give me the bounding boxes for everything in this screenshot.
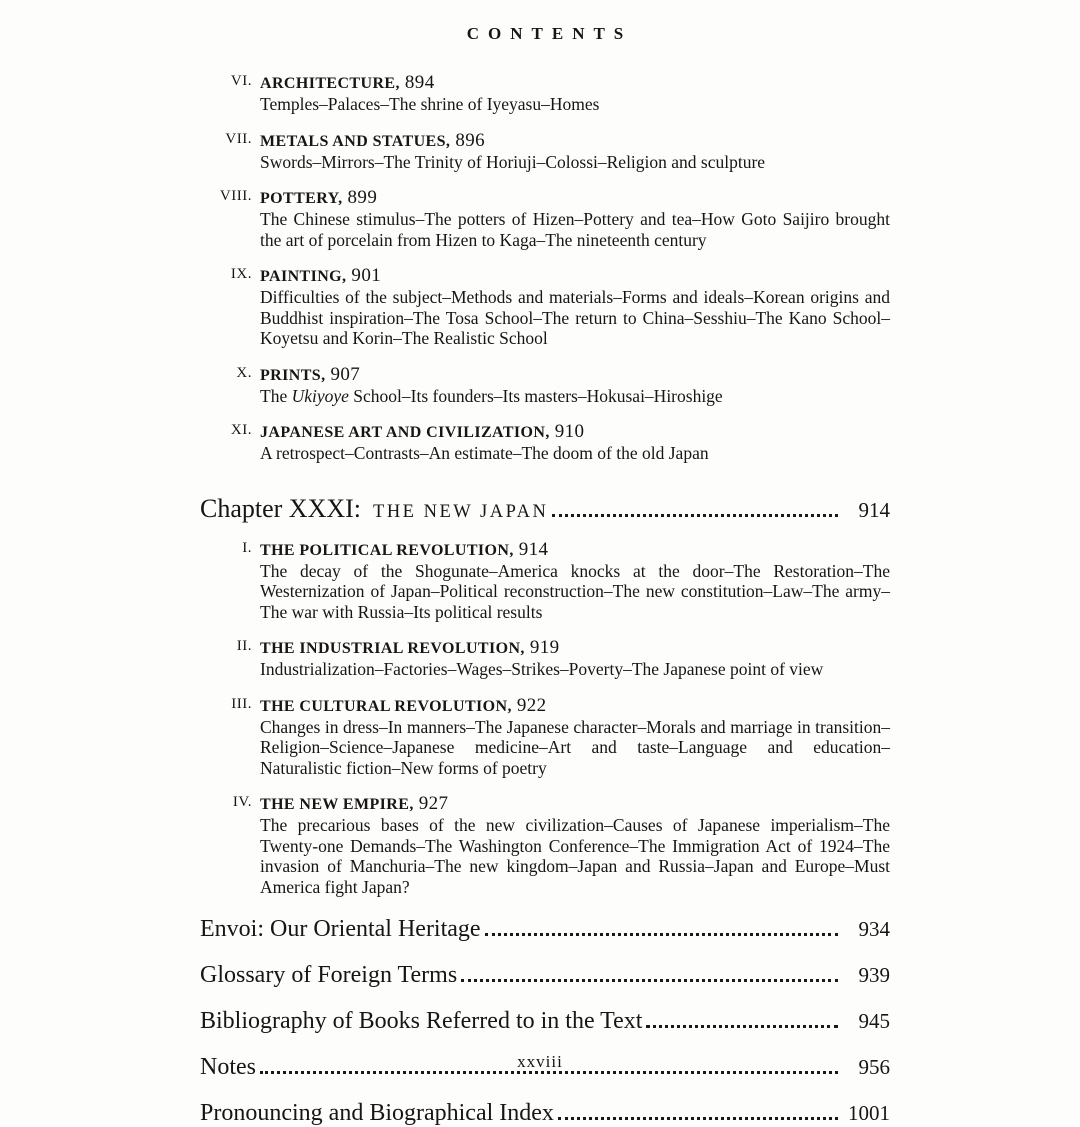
- entry-heading: [260, 187, 890, 209]
- back-matter-title: Bibliography of Books Referred to in the Text: [200, 1008, 643, 1034]
- entry-numeral: II.: [236, 638, 252, 654]
- back-matter-page-number: 945: [858, 1009, 890, 1033]
- toc-entry: [200, 421, 890, 464]
- dot-leader: [461, 979, 838, 982]
- entry-numeral: III.: [231, 695, 252, 712]
- chapter-title: THE NEW JAPAN: [373, 501, 549, 522]
- chapter-label: Chapter XXXI:: [200, 493, 362, 523]
- page-title: CONTENTS: [466, 24, 633, 43]
- entry-title: THE INDUSTRIAL REVOLUTION,: [260, 640, 525, 657]
- entry-page-number: 901: [351, 265, 382, 286]
- entry-page-number: 907: [330, 363, 361, 385]
- entry-description: The decay of the Shogunate–America knocks at the door–The Restoration–The Westernization of Japan–Political reconstruction–The new constitution–Law–The army–The war with Russia–Its political results: [260, 560, 890, 622]
- back-matter-list: [200, 916, 890, 1127]
- entry-heading: [260, 130, 890, 152]
- entry-description: Difficulties of the subject–Methods and materials–Forms and ideals–Korean origins and Buddhist inspiration–The Tosa School–The return to China–Sesshiu–The Kano School–Koyetsu and Korin–The Realistic School: [260, 287, 890, 348]
- dot-leader: [646, 1025, 838, 1028]
- entry-title: THE NEW EMPIRE,: [260, 796, 414, 813]
- back-matter-title: Pronouncing and Biographical Index: [200, 1100, 554, 1126]
- entry-description: Swords–Mirrors–The Trinity of Horiuji–Colossi–Religion and sculpture: [260, 151, 766, 172]
- entry-description: The Chinese stimulus–The potters of Hizen–Pottery and tea–How Goto Saijiro brought the art of porcelain from Hizen to Kaga–The nineteenth century: [260, 209, 890, 250]
- entry-heading: [260, 72, 890, 94]
- entry-description: Changes in dress–In manners–The Japanese character–Morals and marriage in transition–Religion–Science–Japanese medicine–Art and taste–Language and education–Naturalistic fiction–New forms of poetry: [260, 716, 890, 778]
- entry-title: PRINTS,: [260, 366, 326, 384]
- toc-entry: [200, 793, 890, 897]
- entry-title: METALS AND STATUES,: [260, 132, 451, 150]
- entry-title: THE POLITICAL REVOLUTION,: [260, 541, 514, 559]
- toc-entry: [200, 364, 890, 407]
- toc-entry: [200, 539, 890, 623]
- back-matter-page-number: 939: [858, 963, 890, 987]
- entry-description-italic: Ukiyoye: [291, 385, 349, 406]
- entry-numeral: IV.: [232, 794, 252, 810]
- chapter-heading-line: [200, 494, 890, 524]
- entry-heading: [260, 421, 890, 443]
- entry-description-text: The: [260, 385, 292, 406]
- back-matter-title: Notes: [200, 1054, 256, 1080]
- entry-page-number: 914: [518, 538, 549, 560]
- entry-numeral: VII.: [225, 130, 252, 147]
- back-matter-page-number: 934: [858, 917, 890, 941]
- entry-page-number: 899: [347, 187, 378, 208]
- entry-heading: [260, 265, 890, 287]
- entry-numeral: VI.: [230, 73, 252, 89]
- dot-leader: [558, 1117, 838, 1120]
- toc-entry: [200, 187, 890, 250]
- entry-description: The precarious bases of the new civilization–Causes of Japanese imperialism–The Twenty-one Demands–The Washington Conference–The Immigration Act of 1924–The invasion of Manchuria–The new kingdom–Japan and Russia–Japan and Europe–Must America fight Japan?: [260, 815, 890, 897]
- entry-heading: [260, 695, 890, 717]
- entry-title: JAPANESE ART AND CIVILIZATION,: [260, 424, 550, 441]
- entry-numeral: VIII.: [219, 188, 252, 204]
- toc-entry: [200, 265, 890, 349]
- dot-leader: [552, 514, 838, 517]
- entry-description: [260, 386, 890, 407]
- entry-page-number: 919: [529, 637, 560, 658]
- entry-numeral: IX.: [230, 266, 252, 282]
- entry-description: Temples–Palaces–The shrine of Iyeyasu–Homes: [260, 94, 600, 114]
- entry-page-number: 927: [418, 793, 449, 814]
- back-matter-page-number: 956: [858, 1055, 890, 1079]
- back-matter-page-number: 1001: [848, 1101, 890, 1125]
- entry-page-number: 894: [404, 72, 435, 93]
- entry-description: A retrospect–Contrasts–An estimate–The doom of the old Japan: [260, 443, 709, 463]
- toc-entry: [200, 72, 890, 115]
- entry-numeral: XI.: [230, 422, 252, 438]
- entry-heading: [260, 637, 890, 659]
- chapter-section-list: [200, 539, 890, 898]
- section-list: [200, 72, 890, 464]
- entry-description-text: School–Its founders–Its masters–Hokusai–Hiroshige: [348, 385, 723, 406]
- back-matter-line: [200, 962, 890, 989]
- entry-heading: [260, 364, 890, 386]
- back-matter-line: [200, 1100, 890, 1127]
- entry-title: ARCHITECTURE,: [260, 75, 400, 92]
- entry-heading: [260, 539, 890, 561]
- toc-entry: [200, 130, 890, 173]
- entry-page-number: 910: [554, 421, 585, 442]
- dot-leader: [485, 933, 838, 936]
- entry-numeral: I.: [242, 539, 252, 556]
- entry-page-number: 922: [516, 694, 547, 716]
- back-matter-title: Glossary of Foreign Terms: [200, 962, 458, 988]
- folio-page-number: xxviii: [517, 1052, 563, 1071]
- entry-description: Industrialization–Factories–Wages–Strikes–Poverty–The Japanese point of view: [260, 659, 824, 679]
- back-matter-line: [200, 916, 890, 943]
- entry-title: THE CULTURAL REVOLUTION,: [260, 697, 512, 715]
- entry-title: PAINTING,: [260, 268, 347, 285]
- entry-heading: [260, 793, 890, 815]
- toc-entry: [200, 637, 890, 680]
- chapter-page-number: 914: [858, 497, 890, 522]
- entry-title: POTTERY,: [260, 190, 343, 207]
- toc-entry: [200, 695, 890, 779]
- back-matter-title: Envoi: Our Oriental Heritage: [200, 916, 481, 942]
- entry-page-number: 896: [455, 129, 486, 151]
- entry-numeral: X.: [236, 364, 252, 381]
- back-matter-line: [200, 1008, 890, 1035]
